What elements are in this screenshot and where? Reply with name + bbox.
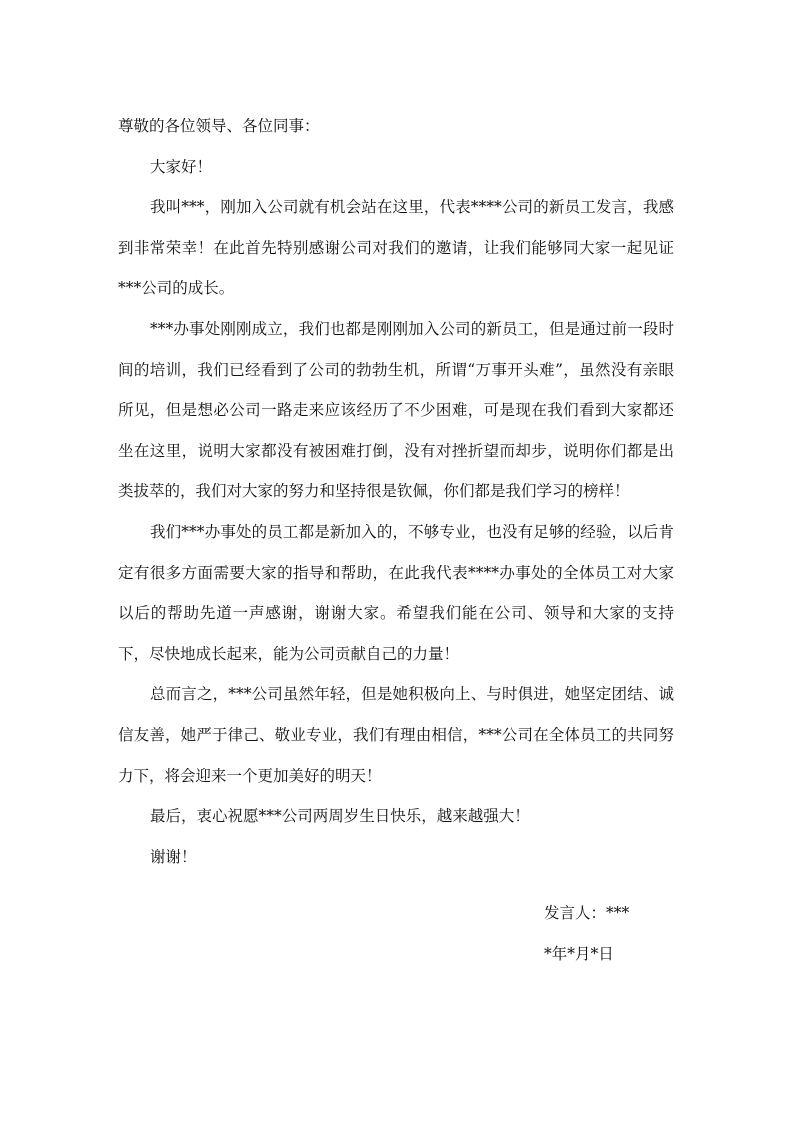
office-paragraph: ***办事处刚刚成立，我们也都是刚刚加入公司的新员工，但是通过前一段时间的培训，我们已经看到了公司的勃勃生机，所谓“万事开头难”，虽然没有亲眼所见，但是想必公司一路走来应该经历了不少困难，可是现在我们看到大家都还坐在这里，说明大家都没有被困难打倒，没有对挫折望而却步，说明你们都是出类拔萃的，我们对大家的努力和坚持很是钦佩，你们都是我们学习的榜样！ <box>118 319 674 501</box>
date-line: *年*月*日 <box>544 944 614 963</box>
signature-block <box>544 893 629 974</box>
summary-paragraph: 总而言之，***公司虽然年轻，但是她积极向上、与时俱进，她坚定团结、诚信友善，她严于律己、敬业专业，我们有理由相信，***公司在全体员工的共同努力下，将会迎来一个更加美好的明天！ <box>118 685 674 785</box>
employees-paragraph: 我们***办事处的员工都是新加入的，不够专业，也没有足够的经验，以后肯定有很多方面需要大家的指导和帮助，在此我代表****办事处的全体员工对大家以后的帮助先道一声感谢，谢谢大家。希望我们能在公司、领导和大家的支持下，尽快地成长起来，能为公司贡献自己的力量！ <box>118 522 674 663</box>
speech-body <box>118 106 674 877</box>
greeting-paragraph: 大家好！ <box>150 157 213 176</box>
salutation: 尊敬的各位领导、各位同事： <box>118 117 320 135</box>
introduction-paragraph: 我叫***，刚加入公司就有机会站在这里，代表****公司的新员工发言，我感到非常荣幸！在此首先特别感谢公司对我们的邀请，让我们能够同大家一起见证***公司的成长。 <box>118 198 674 298</box>
speaker-line: 发言人：*** <box>544 904 630 922</box>
wishes-paragraph: 最后，衷心祝愿***公司两周岁生日快乐，越来越强大！ <box>150 807 530 826</box>
thanks-paragraph: 谢谢！ <box>150 847 197 866</box>
